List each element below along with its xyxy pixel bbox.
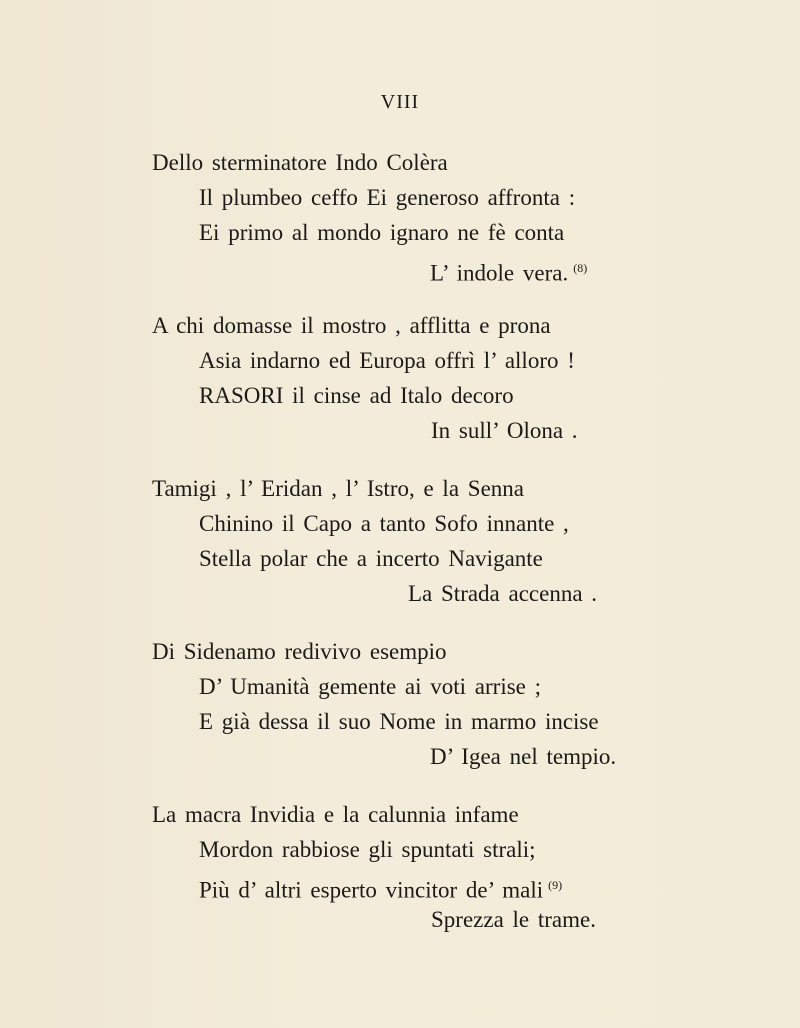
poem-line [199, 870, 562, 906]
footnote-marker: (8) [573, 261, 588, 275]
line-text: Tamigi , l’ Eridan , l’ Istro, e la Senna [152, 476, 524, 501]
poem-line [199, 218, 564, 248]
line-text: D’ Umanità gemente ai voti arrise ; [199, 674, 542, 699]
line-text: Chinino il Capo a tanto Sofo innante , [199, 511, 569, 536]
page-number: VIII [380, 91, 420, 113]
poem-line [430, 742, 616, 772]
poem-line [152, 311, 551, 341]
line-text: Di Sidenamo redivivo esempio [152, 639, 447, 664]
poem-line [431, 416, 578, 446]
line-text: E già dessa il suo Nome in marmo incise [199, 709, 599, 734]
line-text: A chi domasse il mostro , afflitta e prona [152, 313, 551, 338]
line-text: L’ indole vera. [430, 260, 569, 286]
poem-line [199, 707, 599, 737]
line-text: In sull’ Olona . [431, 418, 578, 443]
poem-line [152, 637, 447, 667]
line-text: Stella polar che a incerto Navigante [199, 546, 543, 571]
poem-line [430, 253, 587, 289]
line-text: Più d’ altri esperto vincitor de’ mali [199, 877, 544, 903]
poem-line [152, 148, 448, 178]
line-text: La Strada accenna . [408, 581, 598, 606]
poem-line [199, 835, 536, 865]
poem-line [199, 381, 514, 411]
poem-line [152, 474, 524, 504]
poem-line [199, 346, 575, 376]
line-text: Ei primo al mondo ignaro ne fè conta [199, 220, 565, 245]
footnote-marker: (9) [548, 878, 563, 892]
poem-line [152, 800, 519, 830]
poem-line [199, 544, 543, 574]
line-text: Dello sterminatore Indo Colèra [152, 150, 448, 175]
line-text: La macra Invidia e la calunnia infame [152, 802, 519, 827]
poem-line [408, 579, 597, 609]
line-text: Asia indarno ed Europa offrì l’ alloro ! [199, 348, 575, 373]
line-text: Mordon rabbiose gli spuntati strali; [199, 837, 536, 862]
poem-line [431, 905, 596, 935]
line-text: D’ Igea nel tempio. [430, 744, 617, 769]
poem-line [199, 509, 569, 539]
poem-line [199, 672, 541, 702]
line-text: Il plumbeo ceffo Ei generoso affronta : [199, 185, 576, 210]
poem-line [199, 183, 575, 213]
line-text: RASORI il cinse ad Italo decoro [199, 383, 514, 408]
line-text: Sprezza le trame. [431, 907, 596, 932]
